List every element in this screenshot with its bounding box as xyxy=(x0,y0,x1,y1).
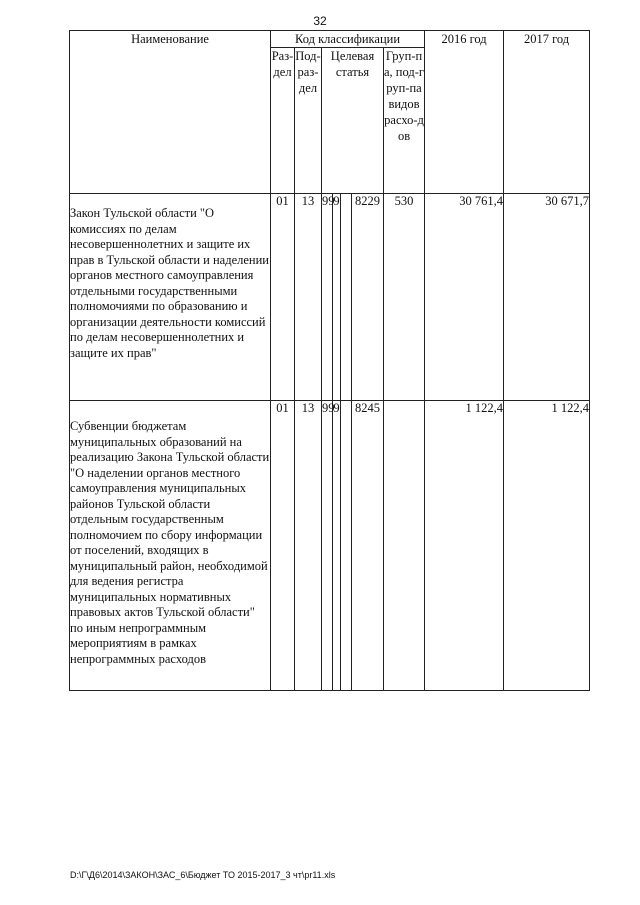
row-value-2016: 1 122,4 xyxy=(425,401,504,691)
budget-table xyxy=(69,30,590,691)
header-name: Наименование xyxy=(70,31,271,194)
row-name: Закон Тульской области "О комиссиях по делам несовершеннолетних и защите их прав в Тульской области и наделении органов местного самоуправления отдельными государственными полномочиями по образованию и организации деятельности комиссий по делам несовершеннолетних и защите их прав" xyxy=(70,194,271,401)
row-target-part-1: 99 xyxy=(322,194,333,401)
row-target-part-4: 8229 xyxy=(352,194,384,401)
header-podrazdel: Под-раз-дел xyxy=(295,48,322,194)
row-razdel: 01 xyxy=(271,194,295,401)
row-razdel: 01 xyxy=(271,401,295,691)
header-razdel: Раз-дел xyxy=(271,48,295,194)
row-target-part-2: 9 xyxy=(333,401,341,691)
table-row xyxy=(70,194,590,401)
header-target-article: Целевая статья xyxy=(322,48,384,194)
file-path-footer: D:\Г\Д6\2014\ЗАКОН\ЗАС_6\Бюджет ТО 2015-2017_3 чт\рr11.xls xyxy=(70,870,336,880)
page-number: 32 xyxy=(313,14,327,28)
row-value-2017: 1 122,4 xyxy=(504,401,590,691)
row-target-part-3 xyxy=(341,194,352,401)
row-name: Субвенции бюджетам муниципальных образований на реализацию Закона Тульской области "О наделении органов местного самоуправления муниципальных районов Тульской области отдельным государственным полномочием по сбору информации от поселений, входящих в муниципальный район, необходимой для ведения регистра муниципальных нормативных правовых актов Тульской области" по иным непрограммным мероприятиям в рамках непрограммных расходов xyxy=(70,401,271,691)
row-podrazdel: 13 xyxy=(295,194,322,401)
row-target-part-1: 99 xyxy=(322,401,333,691)
row-value-2017: 30 671,7 xyxy=(504,194,590,401)
row-expense-group xyxy=(384,401,425,691)
header-row-top xyxy=(70,31,590,48)
row-target-part-2: 9 xyxy=(333,194,341,401)
row-target-part-3 xyxy=(341,401,352,691)
row-target-part-4: 8245 xyxy=(352,401,384,691)
row-value-2016: 30 761,4 xyxy=(425,194,504,401)
row-podrazdel: 13 xyxy=(295,401,322,691)
header-year-2016: 2016 год xyxy=(425,31,504,194)
header-year-2017: 2017 год xyxy=(504,31,590,194)
header-expense-group: Груп-па, под-груп-па видов расхо-дов xyxy=(384,48,425,194)
table-row xyxy=(70,401,590,691)
row-expense-group: 530 xyxy=(384,194,425,401)
header-code-group: Код классификации xyxy=(271,31,425,48)
